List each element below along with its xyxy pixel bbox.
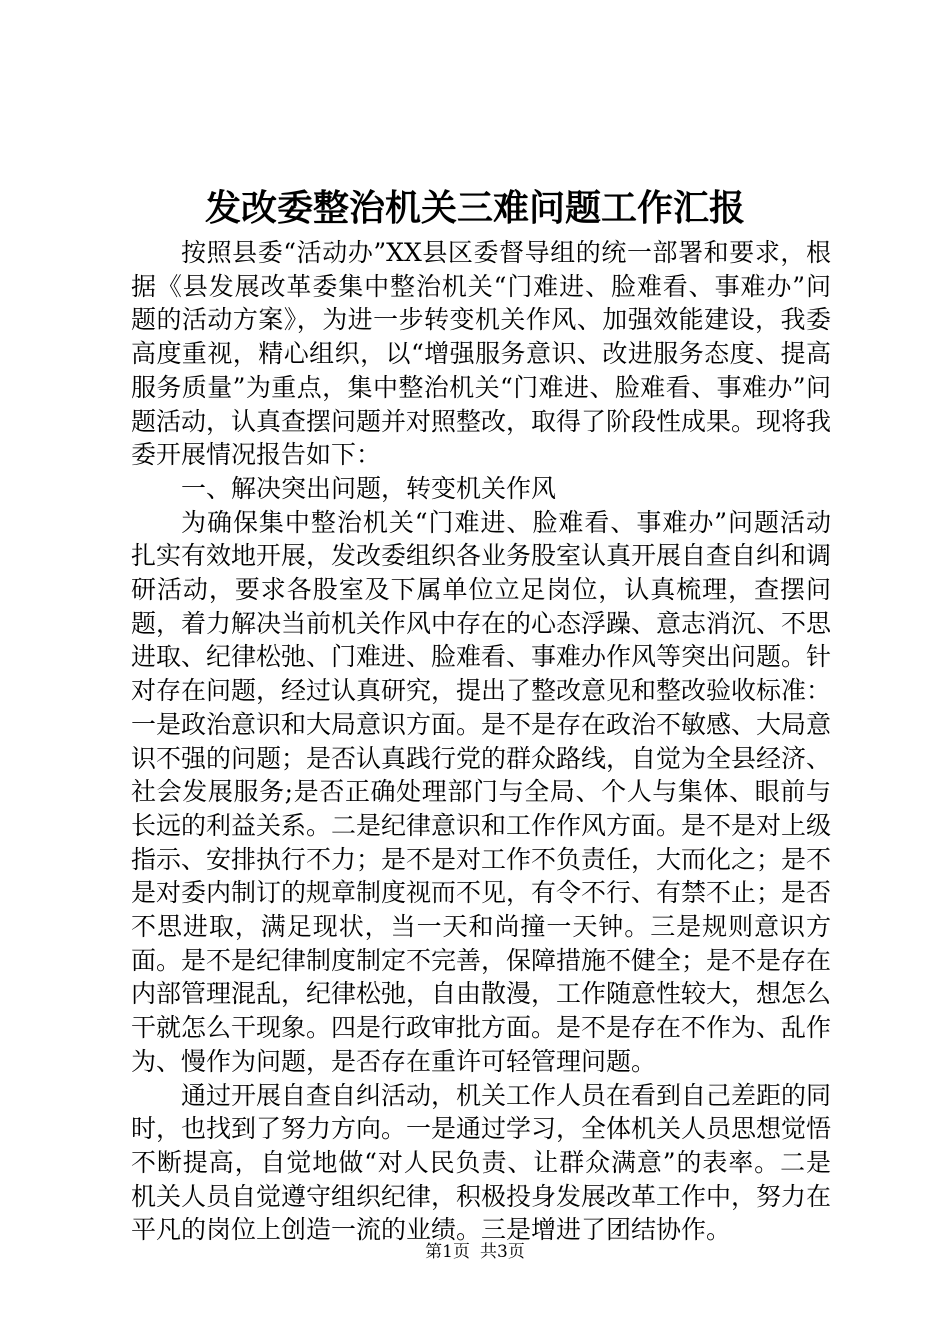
document-title: 发改委整治机关三难问题工作汇报 [204,187,745,229]
paragraph-rectification: 为确保集中整治机关“门难进、脸难看、事难办”问题活动扎实有效地开展，发改委组织各业务股室认真开展自查自纠和调研活动，要求各股室及下属单位立足岗位，认真梳理，查摆问题，着力解决当前机关作风中存在的心态浮躁、意志消沉、不思进取、纪律松弛、门难进、脸难看、事难办作风等突出问题。针对存在问题，经过认真研究，提出了整改意见和整改验收标准：一是政治意识和大局意识方面。是不是存在政治不敏感、大局意识不强的问题；是否认真践行党的群众路线，自觉为全县经济、社会发展服务;是否正确处理部门与全局、个人与集体、眼前与长远的利益关系。二是纪律意识和工作作风方面。是不是对上级指示、安排执行不力；是不是对工作不负责任，大而化之；是不是对委内制订的规章制度视而不见，有令不行、有禁不止；是否不思进取，满足现状，当一天和尚撞一天钟。三是规则意识方面。是不是纪律制度制定不完善，保障措施不健全；是不是存在内部管理混乱，纪律松弛，自由散漫，工作随意性较大，想怎么干就怎么干现象。四是行政审批方面。是不是存在不作为、乱作为、慢作为问题，是否存在重许可轻管理问题。 [131,507,832,1076]
paragraph-results: 通过开展自查自纠活动，机关工作人员在看到自己差距的同时，也找到了努力方向。一是通过学习，全体机关人员思想觉悟不断提高，自觉地做“对人民负责、让群众满意”的表率。二是机关人员自觉遵守组织纪律，积极投身发展改革工作中，努力在平凡的岗位上创造一流的业绩。三是增进了团结协作。 [131,1080,832,1245]
section-heading-1: 一、解决突出问题，转变机关作风 [181,473,557,503]
page-footer [0,1240,950,1264]
document-body [131,236,831,1247]
page-number: 第1页 [425,1242,470,1262]
page-total: 共3页 [480,1242,525,1262]
paragraph-intro: 按照县委“活动办”XX县区委督导组的统一部署和要求，根据《县发展改革委集中整治机关“门难进、脸难看、事难办”问题的活动方案》，为进一步转变机关作风、加强效能建设，我委高度重视，精心组织，以“增强服务意识、改进服务态度、提高服务质量”为重点，集中整治机关“门难进、脸难看、事难办”问题活动，认真查摆问题并对照整改，取得了阶段性成果。现将我委开展情况报告如下： [131,238,832,470]
